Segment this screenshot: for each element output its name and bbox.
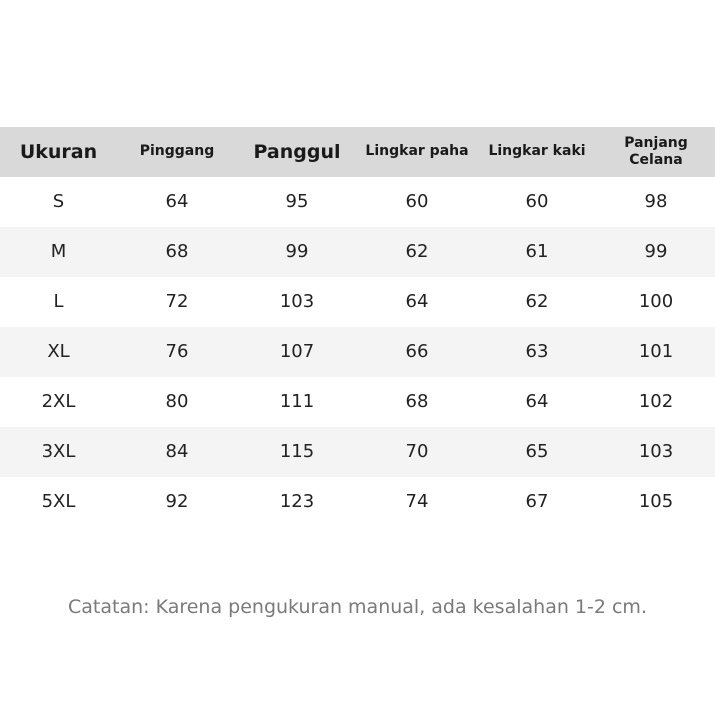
cell-leg-opening: 61 <box>525 241 549 263</box>
cell-size: L <box>53 291 64 313</box>
cell-thigh: 74 <box>405 491 429 513</box>
cell-thigh: 64 <box>405 291 429 313</box>
cell-waist: 72 <box>165 291 189 313</box>
table-row <box>0 477 715 527</box>
cell-size: XL <box>47 341 70 363</box>
cell-hip: 115 <box>279 441 315 463</box>
cell-length: 99 <box>644 241 668 263</box>
cell-size: 3XL <box>41 441 76 463</box>
cell-leg-opening: 65 <box>525 441 549 463</box>
cell-length: 98 <box>644 191 668 213</box>
cell-length: 100 <box>638 291 674 313</box>
cell-waist: 84 <box>165 441 189 463</box>
table-header-row <box>0 127 715 177</box>
header-size: Ukuran <box>19 140 98 163</box>
header-length-line1: Panjang <box>624 135 688 152</box>
table-row <box>0 377 715 427</box>
cell-hip: 99 <box>285 241 309 263</box>
cell-size: 2XL <box>41 391 76 413</box>
cell-thigh: 62 <box>405 241 429 263</box>
cell-waist: 68 <box>165 241 189 263</box>
cell-hip: 107 <box>279 341 315 363</box>
header-length <box>597 135 715 169</box>
header-thigh: Lingkar paha <box>365 143 469 160</box>
cell-leg-opening: 67 <box>525 491 549 513</box>
cell-waist: 64 <box>165 191 189 213</box>
cell-thigh: 68 <box>405 391 429 413</box>
cell-hip: 111 <box>279 391 315 413</box>
cell-thigh: 70 <box>405 441 429 463</box>
table-row <box>0 177 715 227</box>
cell-leg-opening: 60 <box>525 191 549 213</box>
cell-leg-opening: 63 <box>525 341 549 363</box>
cell-leg-opening: 64 <box>525 391 549 413</box>
cell-length: 105 <box>638 491 674 513</box>
cell-waist: 92 <box>165 491 189 513</box>
cell-leg-opening: 62 <box>525 291 549 313</box>
cell-length: 103 <box>638 441 674 463</box>
cell-size: 5XL <box>41 491 76 513</box>
cell-length: 102 <box>638 391 674 413</box>
cell-hip: 103 <box>279 291 315 313</box>
cell-thigh: 66 <box>405 341 429 363</box>
cell-length: 101 <box>638 341 674 363</box>
header-leg-opening: Lingkar kaki <box>488 143 586 160</box>
cell-size: M <box>50 241 67 263</box>
size-chart-table <box>0 127 715 527</box>
cell-thigh: 60 <box>405 191 429 213</box>
header-hip: Panggul <box>253 140 341 163</box>
cell-size: S <box>52 191 65 213</box>
table-row <box>0 327 715 377</box>
header-waist: Pinggang <box>139 143 215 160</box>
cell-waist: 80 <box>165 391 189 413</box>
header-length-line2: Celana <box>629 152 683 168</box>
cell-hip: 123 <box>279 491 315 513</box>
table-row <box>0 427 715 477</box>
measurement-note: Catatan: Karena pengukuran manual, ada kesalahan 1-2 cm. <box>68 596 647 618</box>
table-row <box>0 227 715 277</box>
table-row <box>0 277 715 327</box>
cell-waist: 76 <box>165 341 189 363</box>
cell-hip: 95 <box>285 191 309 213</box>
